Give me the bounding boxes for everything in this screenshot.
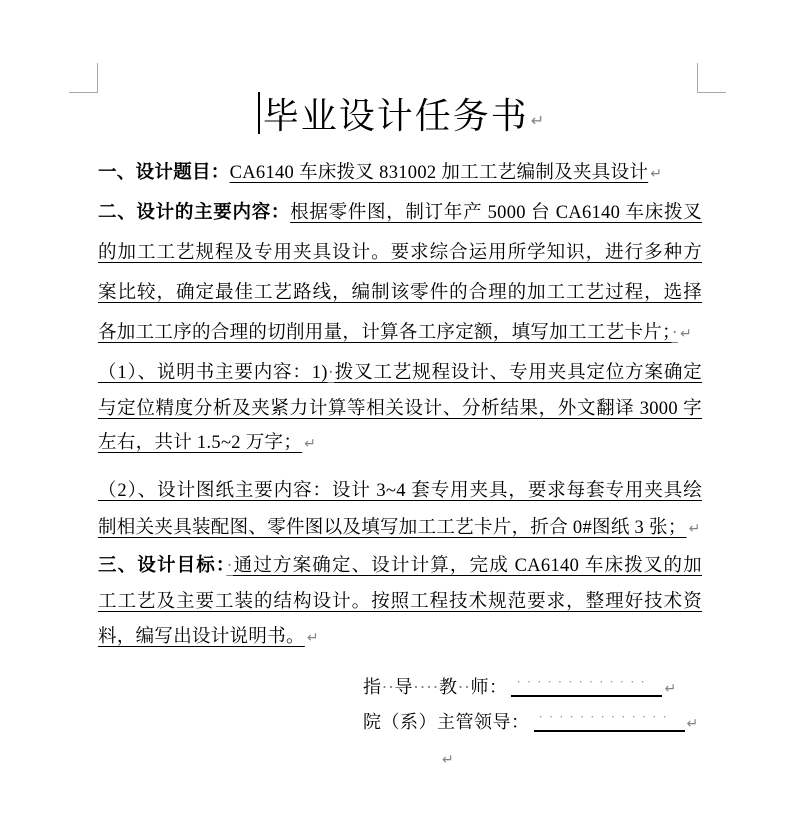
line-main-content-4[interactable] — [98, 320, 702, 348]
text-segment: 各加工工序的合理的切削用量，计算各工序定额，填写加工工艺卡片； — [98, 323, 672, 343]
end-paragraph-mark: ↵ — [442, 752, 454, 768]
paragraph-mark-icon: ↵ — [680, 326, 693, 342]
space-formatting-mark: ···· — [413, 677, 439, 697]
paragraph-mark-icon: ↵ — [650, 166, 663, 182]
text-segment: 三、设计目标： — [98, 556, 227, 576]
space-formatting-mark: · — [226, 556, 233, 576]
text-segment: 根据零件图，制订年产 5000 台 CA6140 车床拨叉 — [290, 203, 702, 223]
line-main-content-3[interactable] — [98, 280, 702, 307]
paragraph-mark-icon: ↵ — [306, 630, 319, 646]
line-main-content-1[interactable] — [98, 200, 702, 227]
space-formatting-mark: · — [671, 323, 679, 343]
line-design-goal-1[interactable] — [98, 553, 702, 580]
text-segment: CA6140 车床拨叉 831002 加工工艺编制及夹具设计 — [229, 163, 649, 183]
document-title[interactable] — [0, 88, 804, 139]
text-segment: 与定位精度分析及夹紧力计算等相关设计、分析结果，外文翻译 3000 字 — [98, 399, 702, 419]
text-segment: 案比较，确定最佳工艺路线，编制该零件的合理的加工工艺过程，选择 — [98, 283, 702, 303]
line-drawing-content-1[interactable] — [98, 478, 702, 505]
paragraph-mark-icon: ↵ — [530, 111, 547, 130]
text-segment: 料，编写出设计说明书。 — [98, 627, 305, 647]
space-formatting-mark: ·· — [457, 677, 471, 697]
paragraph-mark-icon: ↵ — [664, 681, 677, 697]
paragraph-mark-icon: ↵ — [688, 521, 701, 537]
text-segment: 师： — [470, 677, 508, 697]
paragraph-mark-icon: ↵ — [686, 716, 699, 732]
signature-blank-underline: ············· — [511, 671, 662, 697]
line-design-goal-3[interactable] — [98, 624, 702, 652]
text-segment: 指 — [363, 677, 382, 697]
text-segment: 院（系）主管领导： — [363, 712, 530, 732]
text-segment: 通过方案确定、设计计算，完成 CA6140 车床拨叉的加 — [232, 556, 702, 576]
line-manual-content-2[interactable] — [98, 396, 702, 423]
line-design-goal-2[interactable] — [98, 589, 702, 616]
text-segment: （1）、说明书主要内容：1) — [98, 363, 328, 383]
text-cursor — [258, 92, 260, 134]
text-segment: 制相关夹具装配图、零件图以及填写加工工艺卡片，折合 0#图纸 3 张； — [98, 518, 687, 538]
text-segment: 拨叉工艺规程设计、专用夹具定位方案确定 — [334, 363, 702, 383]
text-segment: 的加工工艺规程及专用夹具设计。要求综合运用所学知识，进行多种方 — [98, 243, 702, 263]
line-main-content-2[interactable] — [98, 240, 702, 267]
paragraph-mark-icon: ↵ — [304, 436, 317, 452]
signature-line-dept-leader[interactable] — [363, 706, 723, 738]
text-segment: 左右，共计 1.5~2 万字； — [98, 433, 303, 453]
line-manual-content-1[interactable] — [98, 360, 702, 387]
text-segment: 一、设计题目： — [98, 163, 230, 183]
line-drawing-content-2[interactable] — [98, 515, 702, 543]
text-segment: （2）、设计图纸主要内容：设计 3~4 套专用夹具，要求每套专用夹具绘 — [98, 481, 702, 501]
text-segment: 工工艺及主要工装的结构设计。按照工程技术规范要求，整理好技术资 — [98, 592, 702, 612]
line-manual-content-3[interactable] — [98, 430, 702, 458]
space-formatting-mark: ·· — [381, 677, 395, 697]
space-formatting-mark: · — [327, 363, 335, 383]
text-segment: 导 — [394, 677, 413, 697]
signature-line-advisor[interactable] — [363, 671, 723, 703]
text-segment: 教 — [438, 677, 458, 697]
text-segment: 毕业设计任务书 — [262, 96, 529, 136]
line-design-topic[interactable] — [98, 160, 702, 188]
text-segment: 二、设计的主要内容： — [98, 203, 291, 223]
signature-blank-underline: ············· — [534, 706, 685, 732]
